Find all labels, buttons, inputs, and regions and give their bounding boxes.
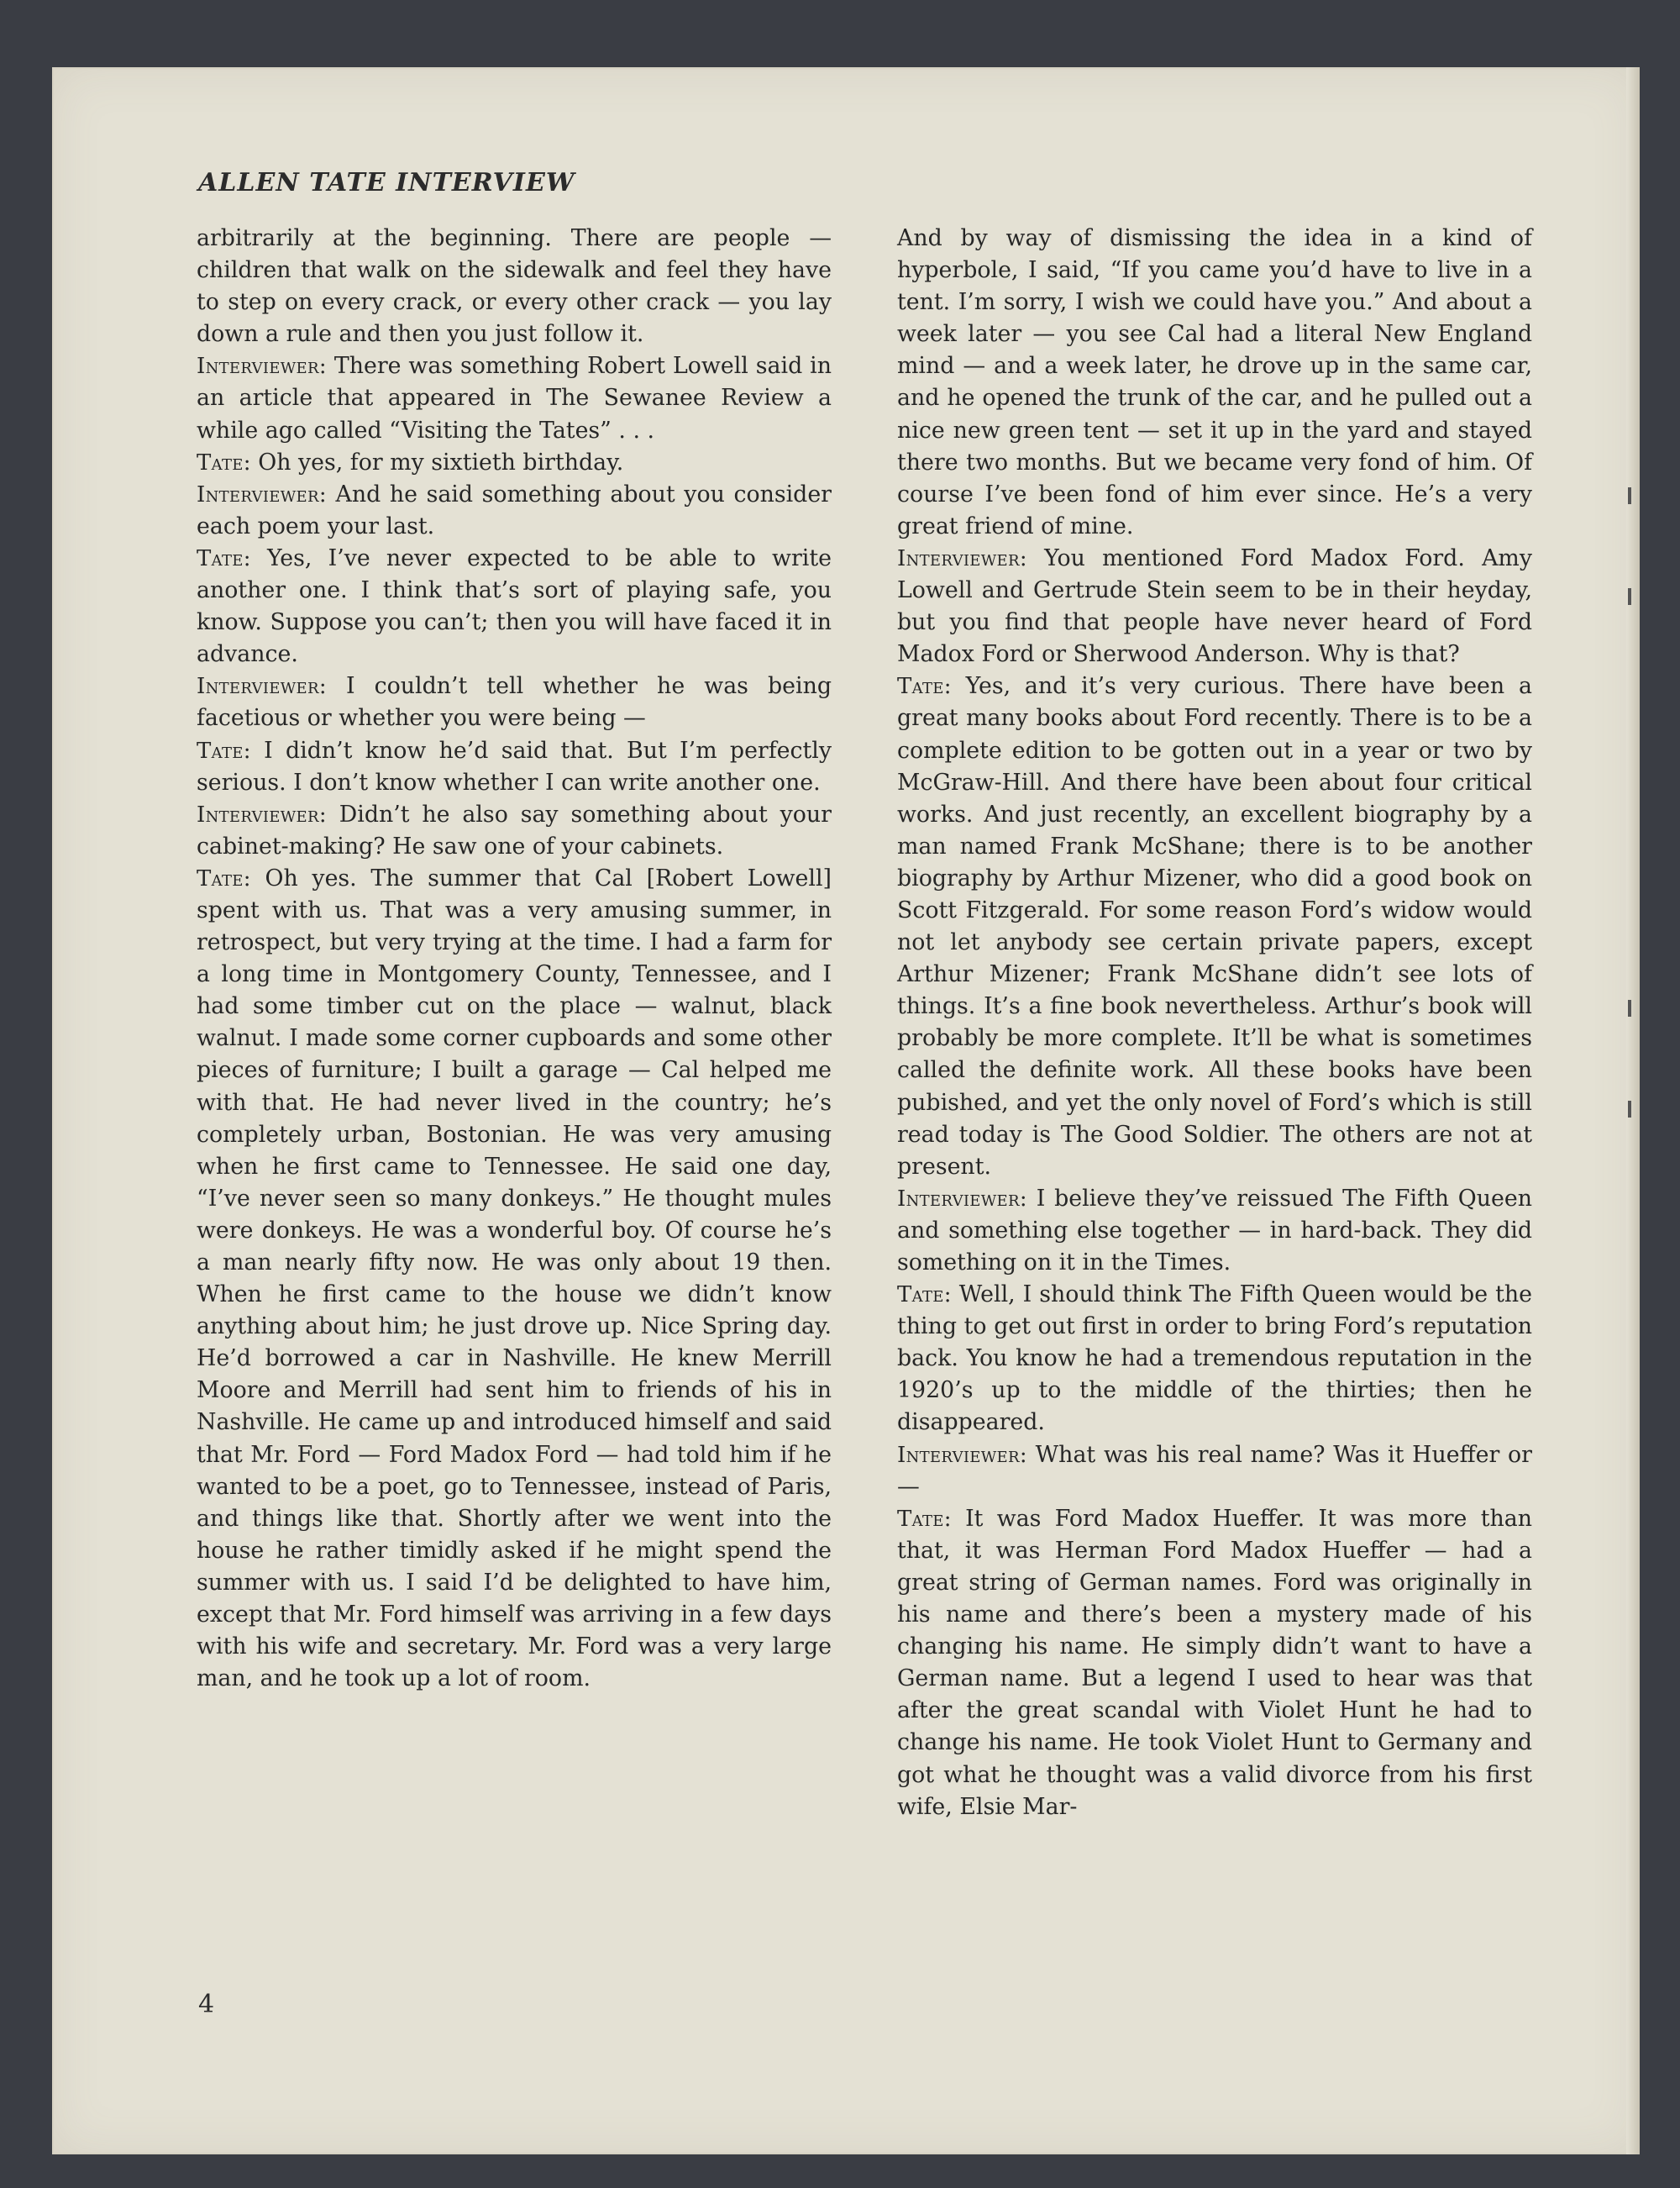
paragraph <box>897 1439 1532 1503</box>
paragraph <box>897 543 1532 671</box>
paragraph-text: And he said something about you consider each poem your last. <box>197 481 832 539</box>
speaker-label: Interviewer: <box>897 545 1027 571</box>
speaker-label: Tate: <box>197 545 251 571</box>
running-head: ALLEN TATE INTERVIEW <box>198 168 575 197</box>
paragraph <box>197 447 832 479</box>
paragraph-text: Oh yes, for my sixtieth birthday. <box>258 449 624 476</box>
speaker-label: Interviewer: <box>197 674 327 700</box>
right-column <box>897 223 1532 1823</box>
paragraph-text: And by way of dismissing the idea in a kind of hyperbole, I said, “If you came you’d have to live in a tent. I’m sorry, I wish we could have you.” And about a week later — you see Cal had a literal New England mind — and a week later, he drove up in the same car, and he opened the trunk of the car, and he pulled out a nice new green tent — set it up in the yard and stayed there two months. But we became very fond of him. Of course I’ve been fond of him ever since. He’s a very great friend of mine. <box>897 225 1532 539</box>
paragraph <box>197 799 832 863</box>
paragraph <box>197 735 832 799</box>
paragraph-text: I didn’t know he’d said that. But I’m perfectly serious. I don’t know whether I can write another one. <box>197 737 832 796</box>
paragraph-text: I believe they’ve reissued The Fifth Queen and something else together — in hard-back. They did something on it in the Times. <box>897 1185 1532 1275</box>
paragraph <box>197 223 832 350</box>
paragraph <box>197 479 832 543</box>
paragraph <box>197 350 832 446</box>
paragraph-text: Well, I should think The Fifth Queen would be the thing to get out first in order to bring Ford’s reputation back. You know he had a tremendous reputation in the 1920’s up to the middle of the thirties; then he disappeared. <box>897 1281 1532 1436</box>
speaker-label: Tate: <box>197 738 251 764</box>
paragraph <box>897 671 1532 1183</box>
speaker-label: Interviewer: <box>197 481 327 508</box>
paragraph <box>197 863 832 1695</box>
speaker-label: Tate: <box>197 450 251 476</box>
paragraph <box>897 1183 1532 1279</box>
speaker-label: Interviewer: <box>897 1442 1027 1468</box>
paragraph-text: You mentioned Ford Madox Ford. Amy Lowell and Gertrude Stein seem to be in their heyday, but you find that people have never heard of Ford Madox Ford or Sherwood Anderson. Why is that? <box>897 544 1532 668</box>
edge-mark <box>1628 588 1631 605</box>
paragraph-text: Yes, I’ve never expected to be able to write another one. I think that’s sort of playing safe, you know. Suppose you can’t; then you will have faced it in advance. <box>197 544 832 668</box>
paragraph-text: Didn’t he also say something about your cabinet-making? He saw one of your cabinets. <box>197 801 832 860</box>
speaker-label: Interviewer: <box>197 802 327 828</box>
edge-mark <box>1628 1101 1631 1118</box>
paragraph <box>897 1503 1532 1823</box>
speaker-label: Interviewer: <box>897 1186 1027 1212</box>
paragraph-text: arbitrarily at the beginning. There are people — children that walk on the sidewalk and feel they have to step on every crack, or every other crack — you lay down a rule and then you just follow it. <box>197 225 832 348</box>
paragraph-text: I couldn’t tell whether he was being facetious or whether you were being — <box>197 673 832 732</box>
speaker-label: Tate: <box>897 1506 952 1532</box>
speaker-label: Interviewer: <box>197 354 327 380</box>
paragraph <box>897 223 1532 543</box>
speaker-label: Tate: <box>897 674 952 700</box>
page <box>52 67 1640 2154</box>
paragraph-text: It was Ford Madox Hueffer. It was more than that, it was Herman Ford Madox Hueffer — had a great string of German names. Ford was originally in his name and there’s been a mystery made of his changing his name. He simply didn’t want to have a German name. But a legend I used to hear was that after the great scandal with Violet Hunt he had to change his name. He took Violet Hunt to Germany and got what he thought was a valid divorce from his first wife, Elsie Mar- <box>897 1505 1532 1820</box>
page-number: 4 <box>198 1990 215 2019</box>
speaker-label: Tate: <box>897 1282 952 1308</box>
paragraph <box>197 543 832 671</box>
paragraph-text: Yes, and it’s very curious. There have been a great many books about Ford recently. There is to be a complete edition to be gotten out in a year or two by McGraw-Hill. And there have been about four critical works. And just recently, an excellent biography by a man named Frank McShane; there is to be another biography by Arthur Mizener, who did a good book on Scott Fitzgerald. For some reason Ford’s widow would not let anybody see certain private papers, except Arthur Mizener; Frank McShane didn’t see lots of things. It’s a fine book nevertheless. Arthur’s book will probably be more complete. It’ll be what is sometimes called the definite work. All these books have been pubished, and yet the only novel of Ford’s which is still read today is The Good Soldier. The others are not at present. <box>897 673 1532 1180</box>
paragraph-text: There was something Robert Lowell said in an article that appeared in The Sewanee Review a while ago called “Visiting the Tates” . . . <box>197 353 832 444</box>
left-column <box>197 223 832 1695</box>
paragraph-text: What was his real name? Was it Hueffer or — <box>897 1441 1532 1500</box>
edge-mark <box>1628 1000 1631 1017</box>
speaker-label: Tate: <box>197 865 251 892</box>
paragraph-text: Oh yes. The summer that Cal [Robert Lowell] spent with us. That was a very amusing summer, in retrospect, but very trying at the time. I had a farm for a long time in Montgomery County, Tennessee, and I had some timber cut on the place — walnut, black walnut. I made some corner cupboards and some other pieces of furniture; I built a garage — Cal helped me with that. He had never lived in the country; he’s completely urban, Bostonian. He was very amusing when he first came to Tennessee. He said one day, “I’ve never seen so many donkeys.” He thought mules were donkeys. He was a wonderful boy. Of course he’s a man nearly fifty now. He was only about 19 then. When he first came to the house we didn’t know anything about him; he just drove up. Nice Spring day. He’d borrowed a car in Nashville. He knew Merrill Moore and Merrill had sent him to friends of his in Nashville. He came up and introduced himself and said that Mr. Ford — Ford Madox Ford — had told him if he wanted to be a poet, go to Tennessee, instead of Paris, and things like that. Shortly after we went into the house he rather timidly asked if he might spend the summer with us. I said I’d be delighted to have him, except that Mr. Ford himself was arriving in a few days with his wife and secretary. Mr. Ford was a very large man, and he took up a lot of room. <box>197 865 832 1692</box>
paragraph <box>897 1279 1532 1439</box>
paragraph <box>197 671 832 734</box>
edge-mark <box>1628 487 1631 504</box>
